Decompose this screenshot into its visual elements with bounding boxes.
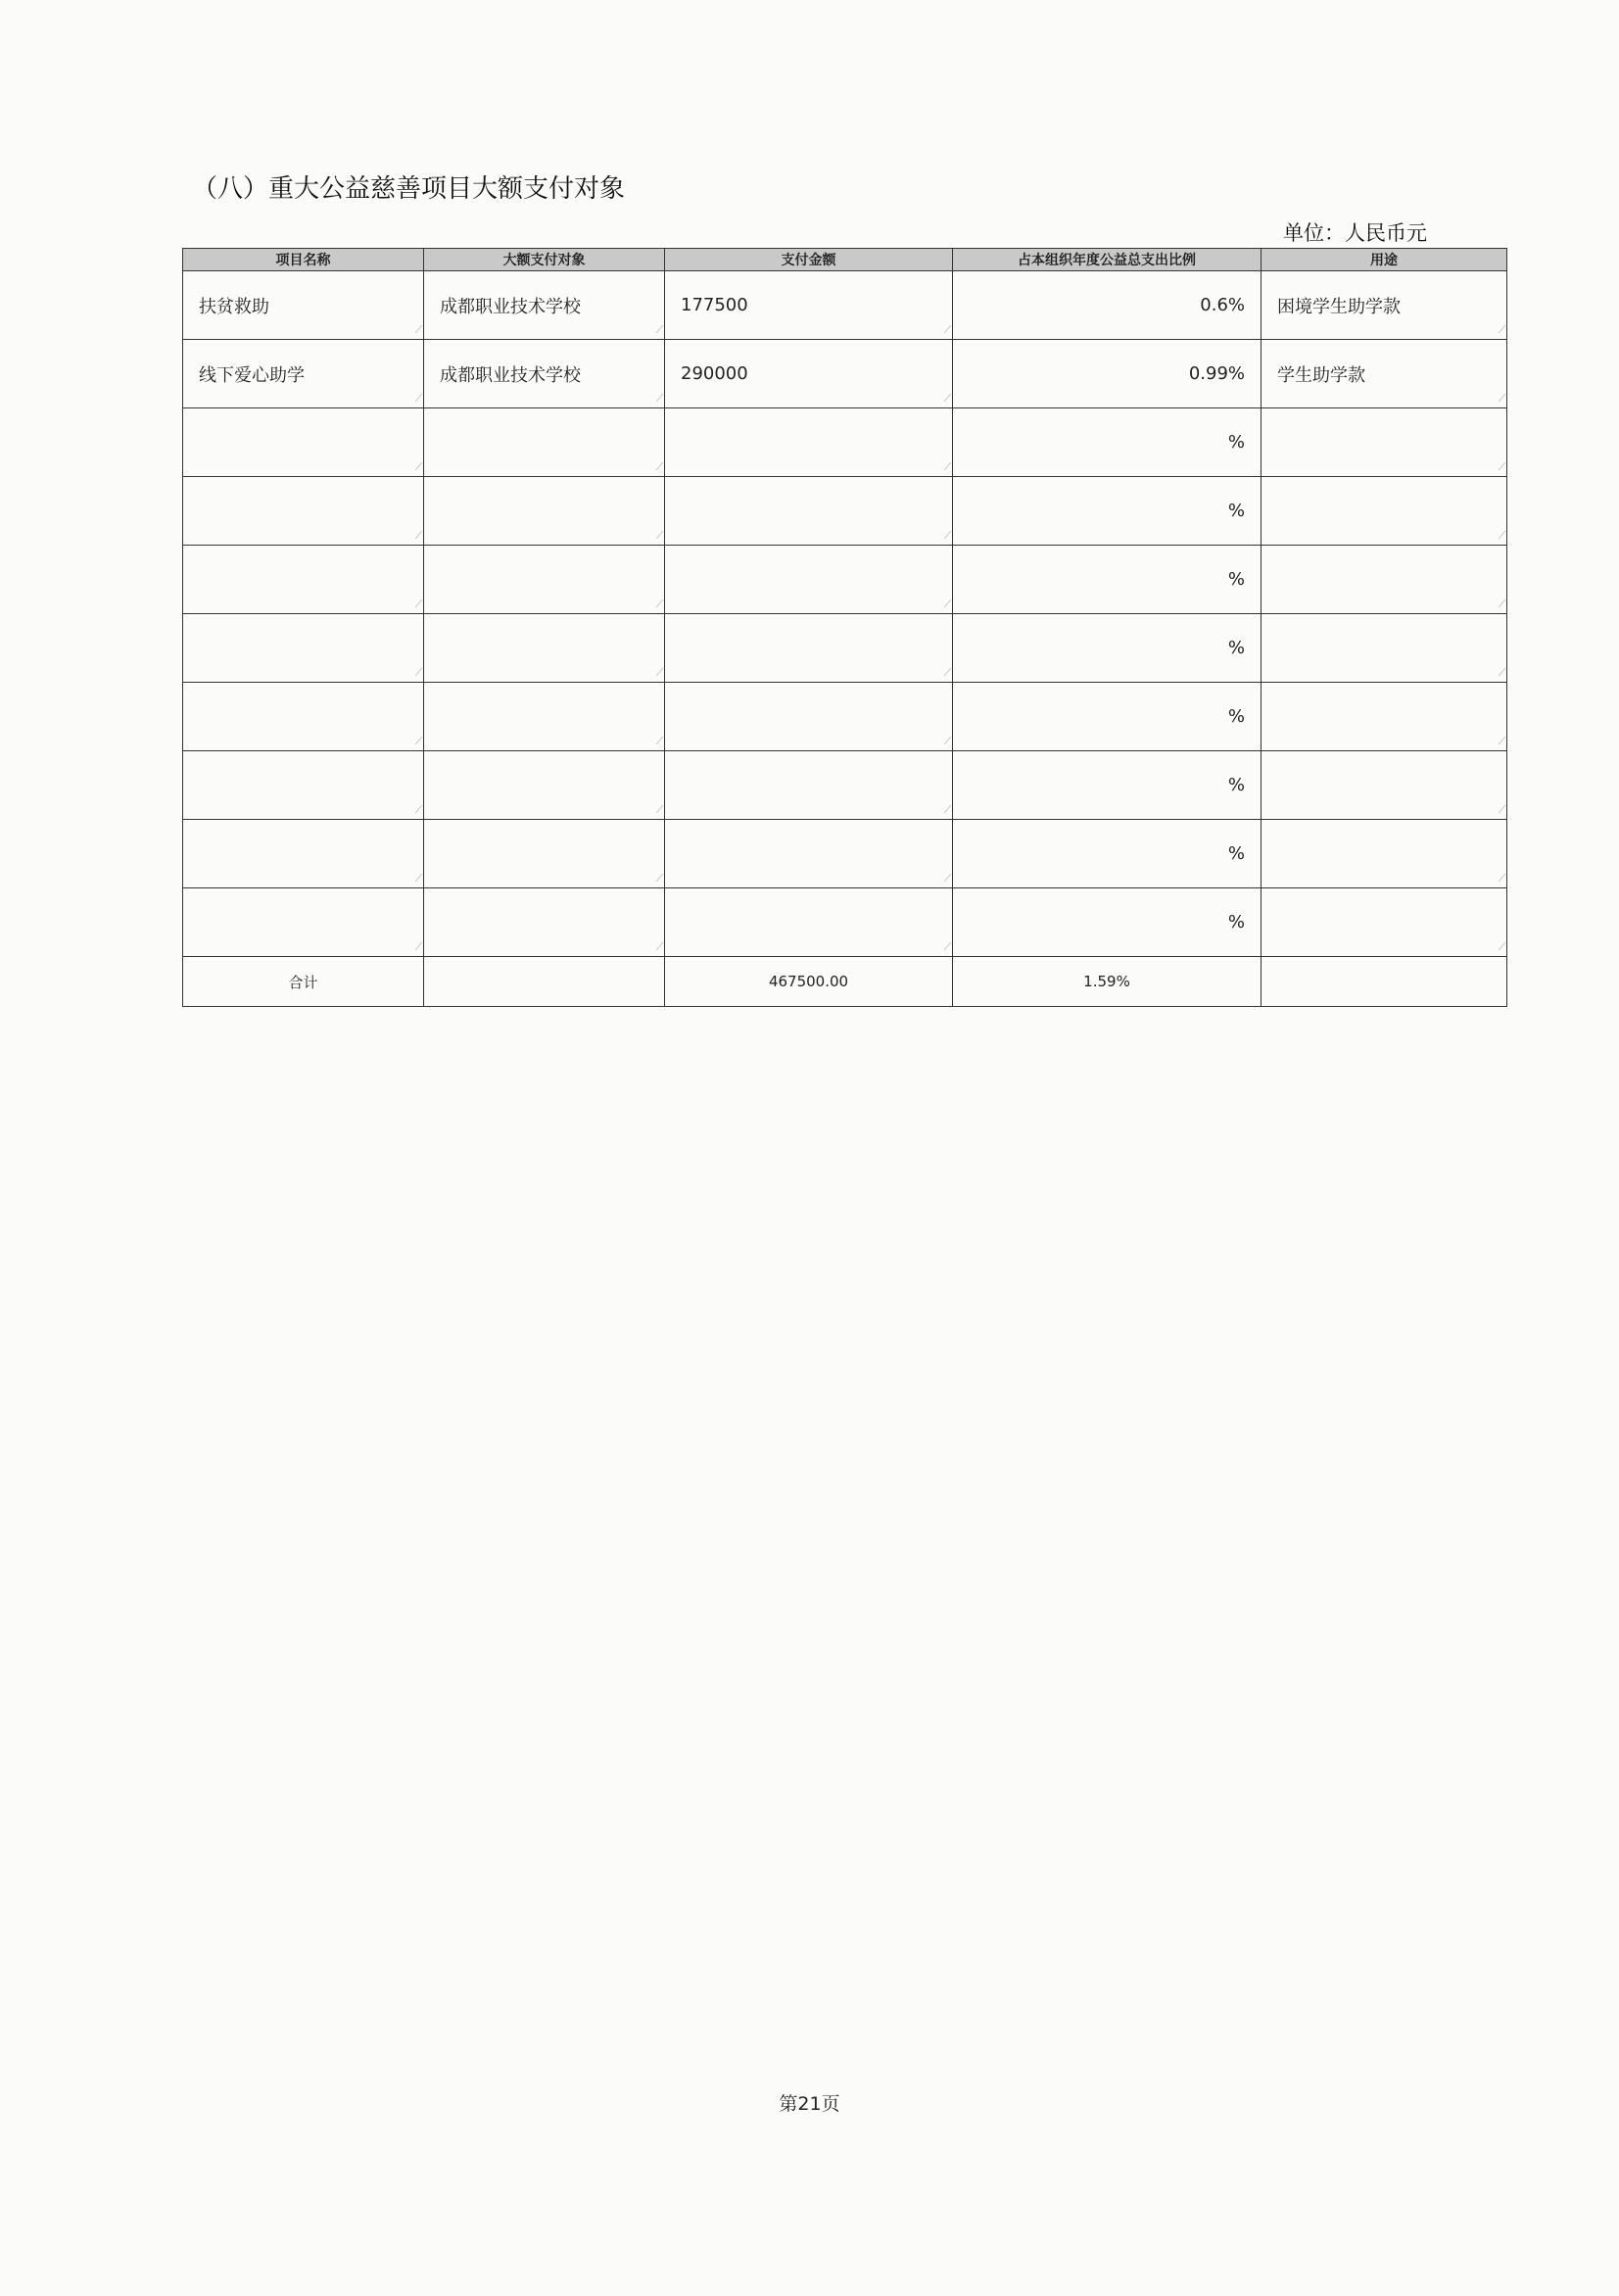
amount-cell[interactable]: [665, 614, 953, 683]
header-payee: 大额支付对象: [424, 249, 665, 271]
resize-grip-icon: [407, 737, 423, 744]
resize-grip-icon: [1491, 531, 1506, 539]
table-header-row: [183, 249, 1507, 271]
resize-grip-icon: [936, 874, 952, 882]
ratio-cell[interactable]: 0.99%: [953, 340, 1262, 408]
resize-grip-icon: [936, 942, 952, 950]
project-cell[interactable]: 线下爱心助学: [183, 340, 424, 408]
total-label: 合计: [183, 957, 424, 1007]
resize-grip-icon: [648, 942, 664, 950]
project-cell[interactable]: [183, 477, 424, 546]
resize-grip-icon: [1491, 325, 1506, 333]
resize-grip-icon: [407, 325, 423, 333]
resize-grip-icon: [648, 874, 664, 882]
resize-grip-icon: [648, 394, 664, 402]
resize-grip-icon: [407, 462, 423, 470]
project-cell[interactable]: [183, 683, 424, 751]
ratio-cell[interactable]: %: [953, 888, 1262, 957]
resize-grip-icon: [648, 325, 664, 333]
total-row: [183, 957, 1507, 1007]
resize-grip-icon: [407, 668, 423, 676]
project-cell[interactable]: [183, 408, 424, 477]
resize-grip-icon: [648, 668, 664, 676]
ratio-cell[interactable]: %: [953, 751, 1262, 820]
total-purpose-cell: [1262, 957, 1507, 1007]
purpose-cell[interactable]: 学生助学款: [1262, 340, 1507, 408]
total-ratio: 1.59%: [953, 957, 1262, 1007]
total-amount: 467500.00: [665, 957, 953, 1007]
resize-grip-icon: [407, 942, 423, 950]
amount-cell[interactable]: [665, 546, 953, 614]
amount-cell[interactable]: [665, 888, 953, 957]
payee-cell[interactable]: [424, 751, 665, 820]
purpose-cell[interactable]: [1262, 408, 1507, 477]
resize-grip-icon: [1491, 874, 1506, 882]
resize-grip-icon: [407, 874, 423, 882]
total-payee-cell: [424, 957, 665, 1007]
purpose-cell[interactable]: [1262, 546, 1507, 614]
project-cell[interactable]: [183, 751, 424, 820]
payee-cell[interactable]: [424, 477, 665, 546]
ratio-cell[interactable]: %: [953, 546, 1262, 614]
resize-grip-icon: [648, 531, 664, 539]
payee-cell[interactable]: [424, 546, 665, 614]
resize-grip-icon: [936, 737, 952, 744]
amount-cell[interactable]: 290000: [665, 340, 953, 408]
table-row: [183, 340, 1507, 408]
table-row: [183, 614, 1507, 683]
header-project: 项目名称: [183, 249, 424, 271]
resize-grip-icon: [1491, 394, 1506, 402]
payee-cell[interactable]: [424, 888, 665, 957]
project-cell[interactable]: [183, 614, 424, 683]
resize-grip-icon: [648, 805, 664, 813]
ratio-cell[interactable]: %: [953, 614, 1262, 683]
project-cell[interactable]: [183, 546, 424, 614]
resize-grip-icon: [1491, 599, 1506, 607]
ratio-cell[interactable]: %: [953, 820, 1262, 888]
ratio-cell[interactable]: %: [953, 408, 1262, 477]
page-number: 第21页: [779, 2093, 840, 2115]
resize-grip-icon: [1491, 942, 1506, 950]
section-title: （八）重大公益慈善项目大额支付对象: [192, 174, 626, 204]
resize-grip-icon: [407, 805, 423, 813]
amount-cell[interactable]: [665, 751, 953, 820]
resize-grip-icon: [648, 462, 664, 470]
resize-grip-icon: [936, 599, 952, 607]
amount-cell[interactable]: [665, 408, 953, 477]
payee-cell[interactable]: [424, 683, 665, 751]
resize-grip-icon: [648, 737, 664, 744]
header-ratio: 占本组织年度公益总支出比例: [953, 249, 1262, 271]
resize-grip-icon: [936, 531, 952, 539]
project-cell[interactable]: [183, 888, 424, 957]
table-row: [183, 408, 1507, 477]
amount-cell[interactable]: [665, 477, 953, 546]
payee-cell[interactable]: 成都职业技术学校: [424, 340, 665, 408]
header-amount: 支付金额: [665, 249, 953, 271]
payee-cell[interactable]: [424, 820, 665, 888]
amount-cell[interactable]: [665, 820, 953, 888]
table-row: [183, 751, 1507, 820]
resize-grip-icon: [1491, 668, 1506, 676]
resize-grip-icon: [407, 394, 423, 402]
purpose-cell[interactable]: [1262, 751, 1507, 820]
ratio-cell[interactable]: 0.6%: [953, 271, 1262, 340]
ratio-cell[interactable]: %: [953, 477, 1262, 546]
table-row: [183, 820, 1507, 888]
resize-grip-icon: [407, 599, 423, 607]
amount-cell[interactable]: 177500: [665, 271, 953, 340]
purpose-cell[interactable]: [1262, 683, 1507, 751]
purpose-cell[interactable]: [1262, 888, 1507, 957]
payee-cell[interactable]: [424, 614, 665, 683]
resize-grip-icon: [1491, 805, 1506, 813]
resize-grip-icon: [936, 805, 952, 813]
resize-grip-icon: [1491, 737, 1506, 744]
payment-table: [182, 248, 1507, 1007]
resize-grip-icon: [936, 462, 952, 470]
project-cell[interactable]: 扶贫救助: [183, 271, 424, 340]
resize-grip-icon: [407, 531, 423, 539]
payee-cell[interactable]: [424, 408, 665, 477]
table-row: [183, 683, 1507, 751]
resize-grip-icon: [936, 668, 952, 676]
resize-grip-icon: [936, 325, 952, 333]
purpose-cell[interactable]: [1262, 477, 1507, 546]
payee-cell[interactable]: 成都职业技术学校: [424, 271, 665, 340]
header-purpose: 用途: [1262, 249, 1507, 271]
purpose-cell[interactable]: [1262, 820, 1507, 888]
table-row: [183, 888, 1507, 957]
table-row: [183, 271, 1507, 340]
unit-label: 单位：人民币元: [1283, 221, 1427, 245]
resize-grip-icon: [648, 599, 664, 607]
resize-grip-icon: [936, 394, 952, 402]
project-cell[interactable]: [183, 820, 424, 888]
table-row: [183, 546, 1507, 614]
purpose-cell[interactable]: [1262, 614, 1507, 683]
resize-grip-icon: [1491, 462, 1506, 470]
purpose-cell[interactable]: 困境学生助学款: [1262, 271, 1507, 340]
table-row: [183, 477, 1507, 546]
amount-cell[interactable]: [665, 683, 953, 751]
ratio-cell[interactable]: %: [953, 683, 1262, 751]
